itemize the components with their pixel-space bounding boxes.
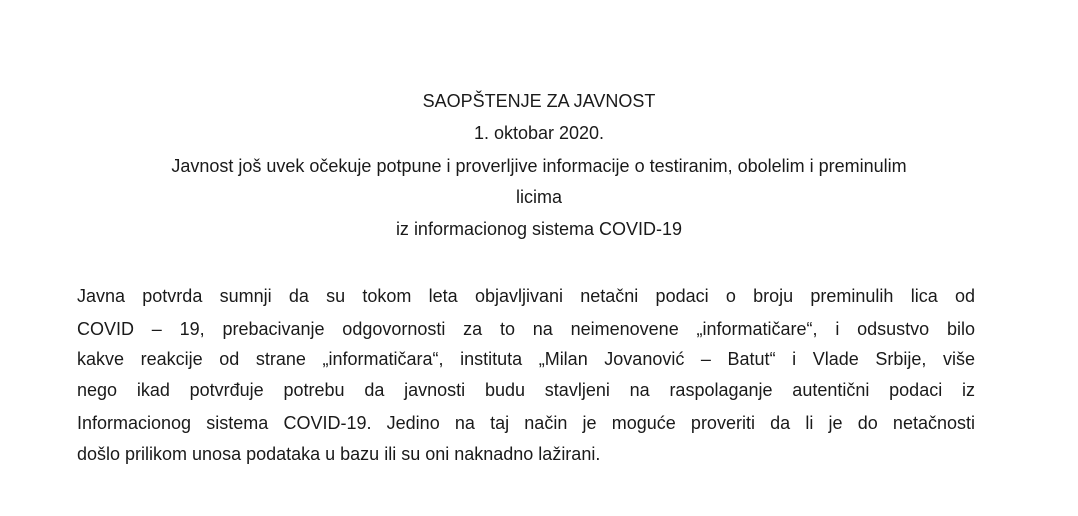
- body-line: kakve reakcije od strane „informatičara“, instituta „Milan Jovanović – Batut“ i Vlade Srbije, više: [77, 349, 975, 369]
- subtitle-line: licima: [515, 187, 562, 207]
- document-heading: SAOPŠTENJE ZA JAVNOST: [422, 91, 656, 111]
- subtitle-line: Javnost još uvek očekuje potpune i proverljive informacije o testiranim, obolelim i preminulim: [171, 156, 907, 176]
- document-date: 1. oktobar 2020.: [473, 123, 605, 143]
- body-line: Javna potvrda sumnji da su tokom leta objavljivani netačni podaci o broju preminulih lica od: [77, 286, 975, 306]
- body-line: Informacionog sistema COVID-19. Jedino na taj način je moguće proveriti da li je do netačnosti: [77, 413, 975, 433]
- body-line: došlo prilikom unosa podataka u bazu ili su oni naknadno lažirani.: [77, 444, 601, 464]
- body-line: nego ikad potvrđuje potrebu da javnosti budu stavljeni na raspolaganje autentični podaci iz: [77, 380, 975, 400]
- subtitle-line: iz informacionog sistema COVID-19: [395, 219, 683, 239]
- body-line: COVID – 19, prebacivanje odgovornosti za to na neimenovene „informatičare“, i odsustvo bilo: [77, 319, 975, 339]
